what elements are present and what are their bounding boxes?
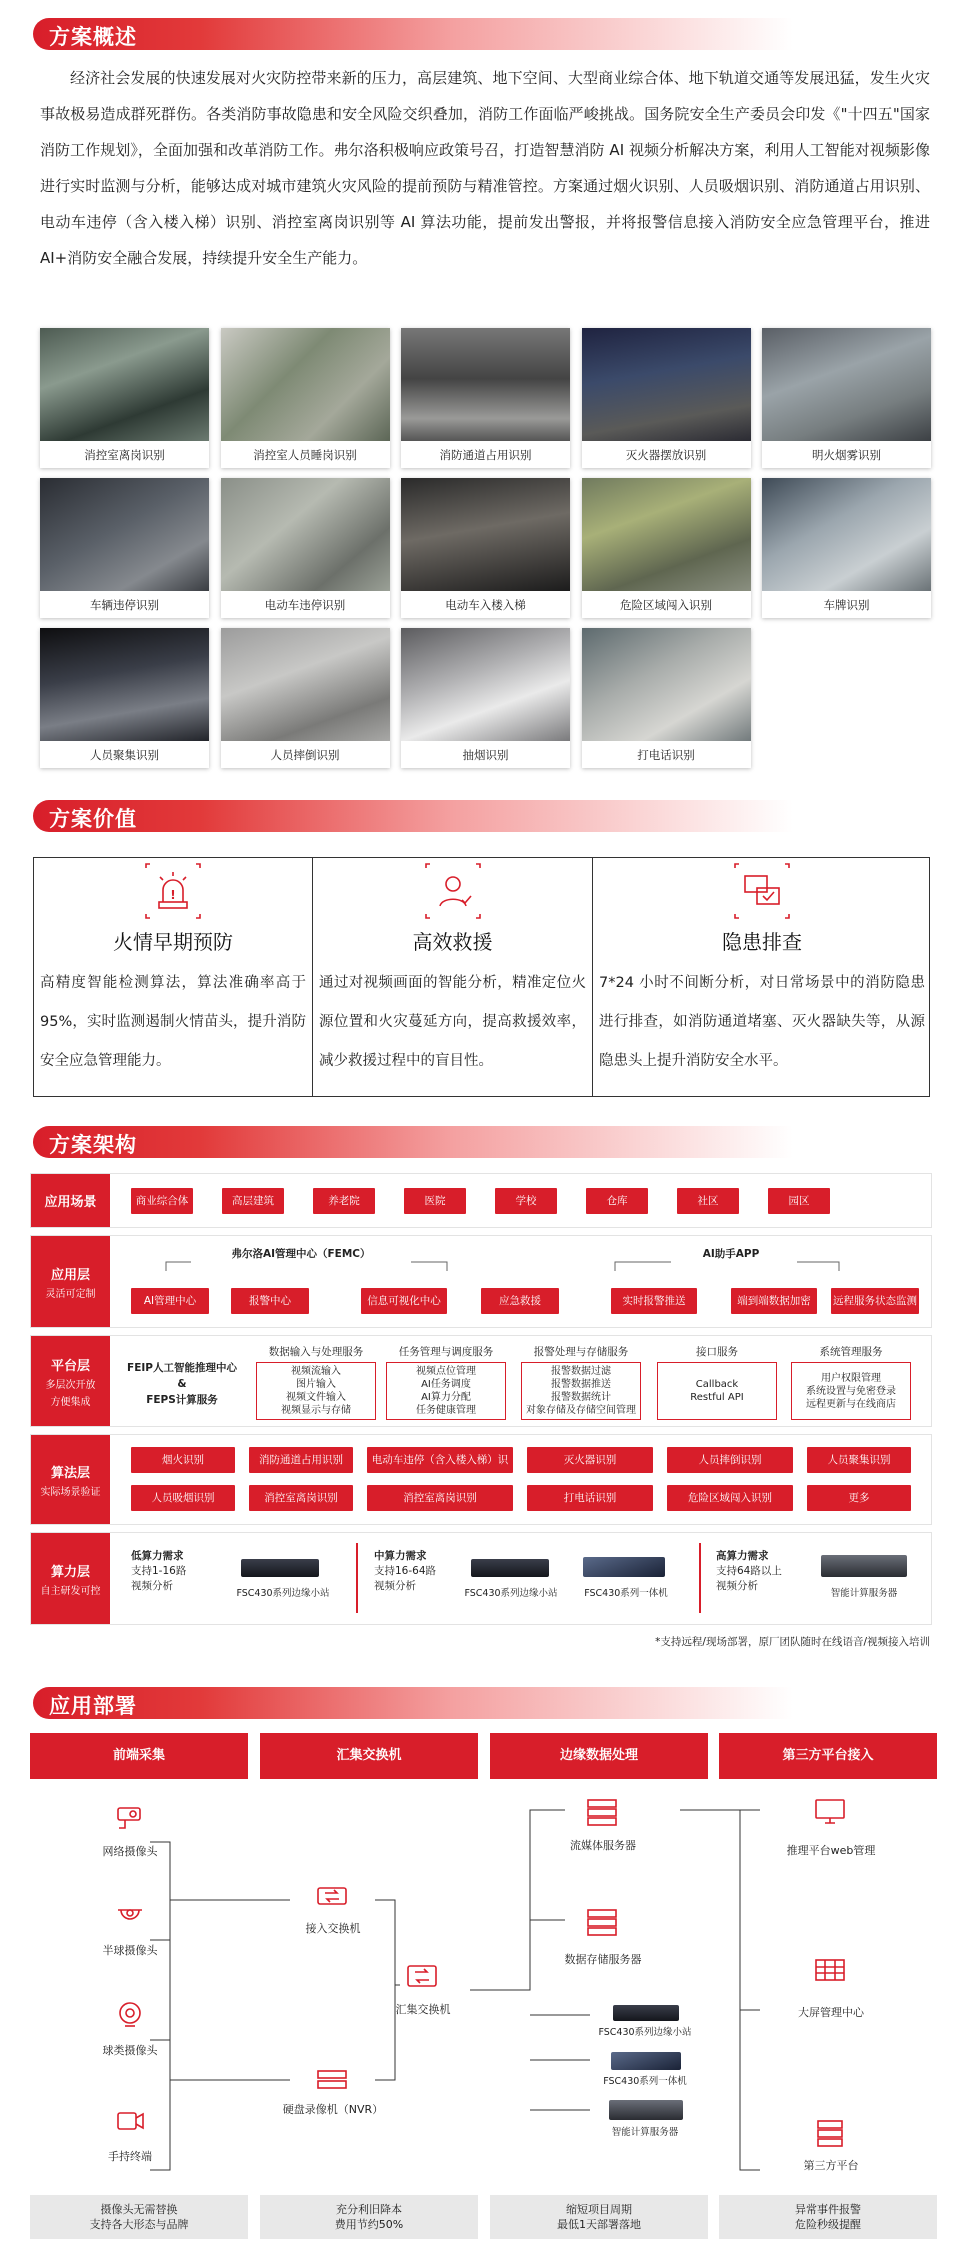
platform-service: 图片输入: [296, 1379, 336, 1390]
scene-photo: [401, 478, 570, 591]
scene-caption: 危险区域闯入识别: [620, 598, 712, 612]
app-module: 应急救援: [481, 1288, 559, 1314]
section-title-architecture: 方案架构: [33, 1126, 793, 1158]
app-bracket-lines: [31, 1236, 933, 1329]
algorithm-tag: 消控室离岗识别: [367, 1485, 513, 1511]
device-label: FSC430系列边缘小站: [236, 1588, 330, 1599]
layer-label: 应用场景: [31, 1174, 110, 1227]
platform-group-title: 数据输入与处理服务: [268, 1346, 364, 1358]
svg-text:!: !: [170, 888, 176, 902]
scene-photo: [762, 328, 931, 441]
platform-service: 对象存储及存储空间管理: [526, 1405, 636, 1416]
scene-tile: [582, 478, 751, 618]
platform-service: AI任务调度: [421, 1379, 471, 1390]
storage-server-icon: [585, 1905, 619, 1939]
layer-label: 算力层 自主研发可控: [31, 1533, 110, 1624]
algorithm-tag: 消防通道占用识别: [249, 1447, 353, 1473]
value-title: 火情早期预防: [113, 930, 233, 954]
scene-caption: 电动车入楼入梯: [445, 598, 526, 612]
server-device-icon: [609, 2100, 683, 2120]
scene-caption: 电动车违停识别: [264, 598, 346, 612]
platform-service: 报警数据推送: [551, 1379, 611, 1390]
scene-tag: 仓库: [586, 1188, 648, 1214]
deploy-header-front: 前端采集: [30, 1733, 248, 1779]
deploy-header-switch: 汇集交换机: [260, 1733, 478, 1779]
algorithm-tag: 打电话识别: [527, 1485, 653, 1511]
alarm-light-icon: [144, 862, 202, 920]
algorithm-tag: 人员摔倒识别: [667, 1447, 793, 1473]
value-title: 隐患排查: [722, 930, 802, 954]
front-label: 手持终端: [108, 2150, 152, 2163]
aggregation-switch-icon: [405, 1960, 439, 1994]
scene-photo: [582, 478, 751, 591]
all-in-one-device-icon: [611, 2052, 681, 2070]
nvr-icon: [315, 2063, 349, 2097]
web-management-icon: [813, 1795, 847, 1829]
scene-caption: 车辆违停识别: [90, 598, 159, 612]
platform-service: 视频点位管理: [416, 1366, 476, 1377]
scene-tile: [401, 628, 570, 768]
server-device-icon: [821, 1555, 907, 1577]
scene-tile: [40, 628, 209, 768]
deploy-footer: 充分利旧降本 费用节约50%: [260, 2195, 478, 2239]
deploy-footer: 摄像头无需替换 支持各大形态与品牌: [30, 2195, 248, 2239]
scene-tile: [582, 628, 751, 768]
scene-photo: [401, 628, 570, 741]
scene-photo: [40, 328, 209, 441]
all-in-one-device-icon: [583, 1557, 665, 1577]
algorithm-tag: 消控室离岗识别: [249, 1485, 353, 1511]
scene-tag: 高层建筑: [222, 1188, 284, 1214]
third-label: 大屏管理中心: [798, 2006, 864, 2019]
app-module: 信息可视化中心: [361, 1288, 447, 1314]
layer-app: [30, 1235, 932, 1328]
access-switch-icon: [315, 1880, 349, 1914]
edge-label: 流媒体服务器: [570, 1839, 636, 1852]
app-module: 实时报警推送: [611, 1288, 697, 1314]
platform-service: 视频文件输入: [286, 1392, 346, 1403]
scene-photo: [221, 478, 390, 591]
scene-photo: [762, 478, 931, 591]
platform-service: 远程更新与在线商店: [806, 1398, 896, 1410]
platform-service: AI算力分配: [421, 1392, 471, 1403]
scene-caption: 车牌识别: [823, 598, 870, 612]
scene-caption: 明火烟雾识别: [812, 448, 881, 462]
scene-tile: [221, 328, 390, 468]
overview-paragraph: 经济社会发展的快速发展对火灾防控带来新的压力，高层建筑、地下空间、大型商业综合体、地下轨道交通等发展迅猛，发生火灾事故极易造成群死群伤。各类消防事故隐患和安全风险交织叠加，消防工作面临严峻挑战。国务院安全生产委员会印发《"十四五"国家消防工作规划》，全面加强和改革消防工作。弗尔洛积极响应政策号召，打造智慧消防 AI 视频分析解决方案，利用人工智能对视频影像进行实时监测与分析，能够达成对城市建筑火灾风险的提前预防与精准管控。方案通过烟火识别、人员吸烟识别、消防通道占用识别、电动车违停（含入楼入梯）识别、消控室离岗识别等 AI 算法功能，提前发出警报，并将报警信息接入消防安全应急管理平台，推进 AI+消防安全融合发展，持续提升安全生产能力。: [40, 69, 930, 267]
layer-compute: [30, 1532, 932, 1625]
layer-algorithm: [30, 1434, 932, 1525]
compute-divider: [356, 1543, 358, 1613]
device-label: 智能计算服务器: [830, 1588, 898, 1599]
scene-caption: 消控室人员睡岗识别: [253, 448, 357, 462]
scene-tile: [40, 478, 209, 618]
device-label: FSC430系列一体机: [584, 1588, 668, 1599]
handheld-terminal-icon: [113, 2104, 147, 2138]
value-item-hazard-check: [593, 858, 931, 1096]
streaming-server-icon: [585, 1795, 619, 1829]
compute-low: 低算力需求 支持1-16路 视频分析: [131, 1550, 187, 1592]
algorithm-tag: 更多: [807, 1485, 911, 1511]
edge-label: 智能计算服务器: [611, 2127, 679, 2138]
algorithm-tag: 人员吸烟识别: [131, 1485, 235, 1511]
platform-service: Callback: [695, 1379, 739, 1390]
scene-photo: [221, 628, 390, 741]
edge-box-device-icon: [471, 1559, 549, 1577]
scene-tag: 商业综合体: [131, 1188, 193, 1214]
switch-label: 硬盘录像机（NVR）: [282, 2103, 384, 2116]
platform-group-box: [521, 1362, 641, 1420]
inference-center: FEIP人工智能推理中心 & FEPS计算服务: [127, 1362, 237, 1406]
value-item-rescue: [313, 858, 592, 1096]
scene-photo: [582, 328, 751, 441]
scene-tile: [401, 328, 570, 468]
dome-camera-icon: [113, 1900, 147, 1934]
ai-app-title: AI助手APP: [702, 1248, 760, 1260]
scene-tile: [762, 328, 931, 468]
scene-tile: [221, 478, 390, 618]
edge-box-device-icon: [613, 2005, 679, 2021]
value-table: [33, 857, 930, 1097]
platform-service: 任务健康管理: [416, 1405, 476, 1416]
platform-group-box: [791, 1362, 911, 1420]
platform-service: 视频显示与存储: [281, 1405, 351, 1416]
edge-label: FSC430系列边缘小站: [598, 2027, 692, 2038]
deploy-header-third: 第三方平台接入: [719, 1733, 937, 1779]
algorithm-tag: 人员聚集识别: [807, 1447, 911, 1473]
edge-label: FSC430系列一体机: [603, 2076, 687, 2087]
deploy-footer: 缩短项目周期 最低1天部署落地: [490, 2195, 708, 2239]
platform-group-box: [256, 1362, 376, 1420]
platform-group-title: 系统管理服务: [819, 1346, 883, 1358]
scene-photo: [221, 328, 390, 441]
value-title: 高效救援: [412, 930, 493, 954]
deploy-footer: 异常事件报警 危险秒级提醒: [719, 2195, 937, 2239]
front-label: 球类摄像头: [102, 2044, 158, 2057]
compute-high: 高算力需求 支持64路以上 视频分析: [716, 1550, 782, 1592]
value-item-early-prevention: [34, 858, 312, 1096]
scene-caption: 消控室离岗识别: [84, 448, 165, 462]
arch-note: *支持远程/现场部署，原厂团队随时在线语音/视频接入培训: [655, 1636, 930, 1648]
algorithm-tag: 灭火器识别: [527, 1447, 653, 1473]
scene-tile: [762, 478, 931, 618]
front-label: 半球摄像头: [102, 1944, 158, 1957]
app-module: AI管理中心: [131, 1288, 209, 1314]
femc-title: 弗尔洛AI管理中心（FEMC）: [231, 1248, 371, 1260]
scene-tag: 园区: [768, 1188, 830, 1214]
scene-tile: [582, 328, 751, 468]
network-camera-icon: [113, 1802, 147, 1836]
algorithm-tag: 电动车违停（含入楼入梯）识: [367, 1447, 513, 1473]
front-label: 网络摄像头: [102, 1845, 158, 1858]
platform-service: 报警数据过滤: [551, 1366, 611, 1377]
platform-service: 视频流输入: [291, 1366, 341, 1377]
ball-camera-icon: [113, 1998, 147, 2032]
layer-label: 算法层 实际场景验证: [31, 1435, 110, 1524]
app-module: 报警中心: [231, 1288, 309, 1314]
third-label: 推理平台web管理: [786, 1844, 876, 1857]
scene-photo: [582, 628, 751, 741]
scene-photo: [40, 478, 209, 591]
platform-group-title: 接口服务: [696, 1346, 738, 1358]
switch-label: 接入交换机: [305, 1922, 361, 1935]
section-title-value: 方案价值: [33, 800, 793, 832]
scene-caption: 抽烟识别: [462, 748, 509, 762]
layer-label: 应用层 灵活可定制: [31, 1236, 110, 1327]
scene-tag: 社区: [677, 1188, 739, 1214]
algorithm-tag: 危险区域闯入识别: [667, 1485, 793, 1511]
scene-tile: [40, 328, 209, 468]
scene-tag: 学校: [495, 1188, 557, 1214]
app-module: 端到端数据加密: [731, 1288, 817, 1314]
third-party-platform-icon: [813, 2117, 847, 2151]
switch-label: 汇集交换机: [395, 2003, 451, 2016]
layer-label: 平台层 多层次开放 方便集成: [31, 1336, 110, 1426]
scene-photo: [40, 628, 209, 741]
scene-tile: [221, 628, 390, 768]
algorithm-tag: 烟火识别: [131, 1447, 235, 1473]
scene-tag: 医院: [404, 1188, 466, 1214]
value-desc: 高精度智能检测算法，算法准确率高于 95%，实时监测遏制火情苗头，提升消防安全应急管理能力。: [40, 975, 306, 1069]
platform-group-box: [657, 1362, 777, 1420]
scene-caption: 人员摔倒识别: [270, 748, 340, 762]
scene-caption: 消防通道占用识别: [439, 448, 532, 462]
third-label: 第三方平台: [803, 2159, 859, 2172]
platform-group-title: 任务管理与调度服务: [398, 1346, 494, 1358]
edge-box-device-icon: [241, 1559, 319, 1577]
app-module: 远程服务状态监测: [831, 1288, 919, 1314]
deploy-header-edge: 边缘数据处理: [490, 1733, 708, 1779]
big-screen-icon: [813, 1955, 847, 1989]
compute-mid: 中算力需求 支持16-64路 视频分析: [374, 1550, 437, 1592]
layer-scene: [30, 1173, 932, 1228]
scene-tile: [401, 478, 570, 618]
section-title-deployment: 应用部署: [33, 1687, 793, 1719]
layer-platform: [30, 1335, 932, 1427]
platform-service: Restful API: [690, 1392, 744, 1403]
compute-divider: [699, 1543, 701, 1613]
scene-caption: 人员聚集识别: [90, 748, 159, 762]
platform-service: 系统设置与免密登录: [806, 1385, 896, 1397]
value-desc: 7*24 小时不间断分析，对日常场景中的消防隐患进行排查，如消防通道堵塞、灭火器缺失等，从源隐患头上提升消防安全水平。: [599, 975, 925, 1069]
platform-group-box: [386, 1362, 506, 1420]
scene-photo: [401, 328, 570, 441]
edge-label: 数据存储服务器: [564, 1953, 642, 1966]
rescue-person-icon: [424, 862, 482, 920]
section-title-overview: 方案概述: [33, 18, 793, 50]
screen-check-icon: [733, 862, 791, 920]
platform-service: 用户权限管理: [821, 1372, 881, 1384]
scene-caption: 打电话识别: [637, 748, 695, 762]
platform-service: 报警数据统计: [551, 1392, 611, 1403]
scene-caption: 灭火器摆放识别: [625, 448, 707, 462]
platform-group-title: 报警处理与存储服务: [533, 1346, 629, 1358]
scene-tag: 养老院: [313, 1188, 375, 1214]
value-desc: 通过对视频画面的智能分析，精准定位火源位置和火灾蔓延方向，提高救援效率，减少救援过程中的盲目性。: [319, 975, 586, 1069]
device-label: FSC430系列边缘小站: [464, 1588, 558, 1599]
